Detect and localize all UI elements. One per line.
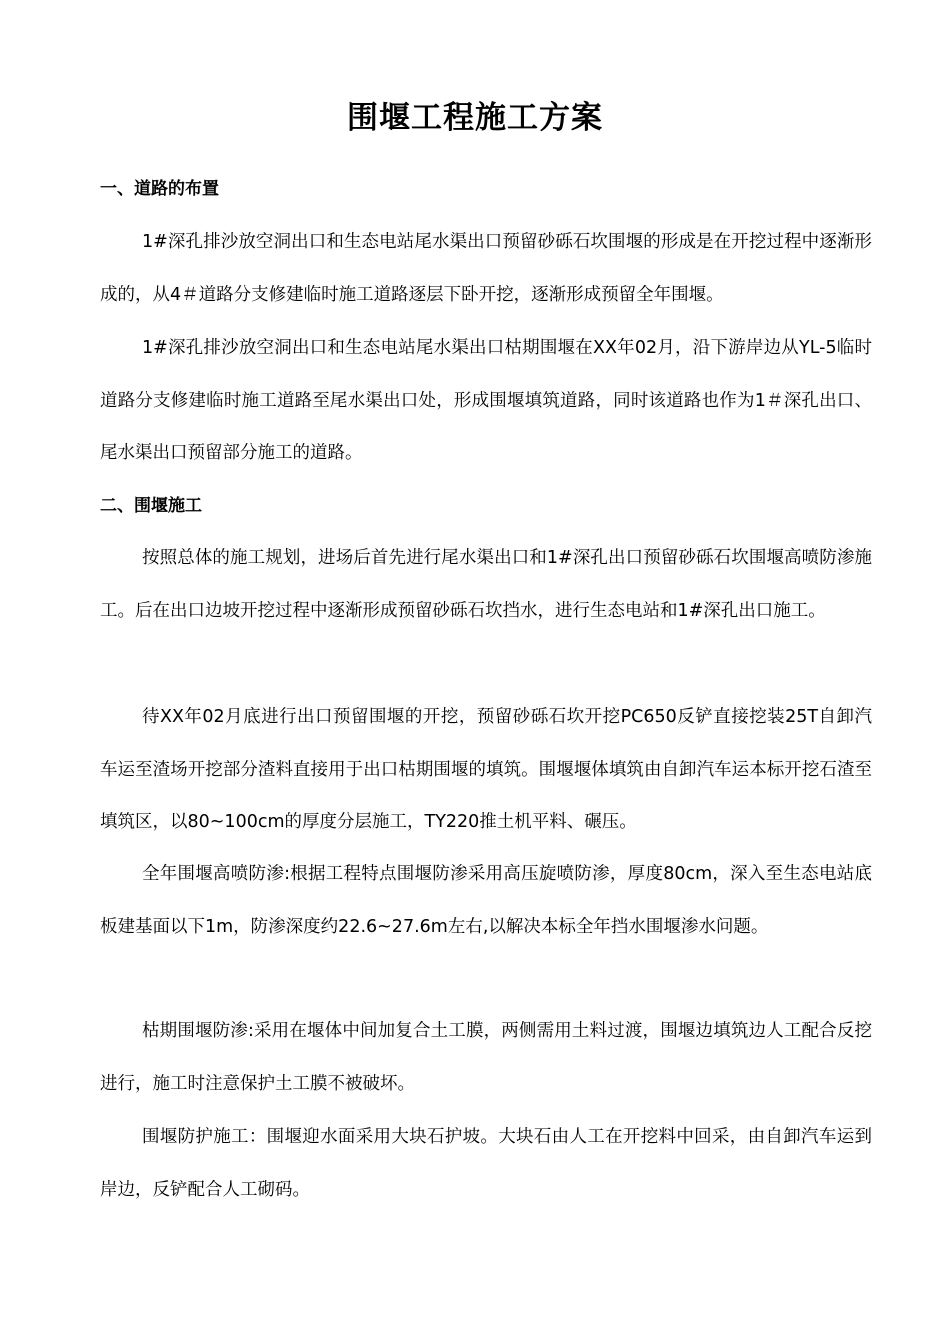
paragraph-cofferdam-4: 枯期围堰防渗:采用在堰体中间加复合土工膜，两侧需用土料过渡，围堰边填筑边人工配合反挖进行，施工时注意保护土工膜不被破坏。: [100, 1021, 872, 1094]
paragraph-cofferdam-1: 按照总体的施工规划，进场后首先进行尾水渠出口和1#深孔出口预留砂砾石坎围堰高喷防渗施工。后在出口边坡开挖过程中逐渐形成预留砂砾石坎挡水，进行生态电站和1#深孔出口施工。: [100, 548, 872, 621]
section-heading-road-layout: 一、道路的布置: [100, 179, 219, 199]
document-title: 围堰工程施工方案: [347, 100, 603, 136]
paragraph-road-2: 1#深孔排沙放空洞出口和生态电站尾水渠出口枯期围堰在XX年02月，沿下游岸边从YL-5临时道路分支修建临时施工道路至尾水渠出口处，形成围堰填筑道路，同时该道路也作为1＃深孔出口、尾水渠出口预留部分施工的道路。: [100, 338, 872, 463]
paragraph-cofferdam-3: 全年围堰高喷防渗:根据工程特点围堰防渗采用高压旋喷防渗，厚度80cm，深入至生态电站底板建基面以下1m，防渗深度约22.6~27.6m左右,以解决本标全年挡水围堰渗水问题。: [100, 864, 872, 937]
paragraph-cofferdam-5: 围堰防护施工：围堰迎水面采用大块石护坡。大块石由人工在开挖料中回采，由自卸汽车运到岸边，反铲配合人工砌码。: [100, 1127, 872, 1200]
section-heading-cofferdam-construction: 二、围堰施工: [100, 496, 202, 516]
paragraph-cofferdam-2: 待XX年02月底进行出口预留围堰的开挖，预留砂砾石坎开挖PC650反铲直接挖装25T自卸汽车运至渣场开挖部分渣料直接用于出口枯期围堰的填筑。围堰堰体填筑由自卸汽车运本标开挖石渣至填筑区，以80~100cm的厚度分层施工，TY220推土机平料、碾压。: [100, 707, 872, 832]
paragraph-road-1: 1#深孔排沙放空洞出口和生态电站尾水渠出口预留砂砾石坎围堰的形成是在开挖过程中逐渐形成的，从4＃道路分支修建临时施工道路逐层下卧开挖，逐渐形成预留全年围堰。: [100, 232, 872, 305]
